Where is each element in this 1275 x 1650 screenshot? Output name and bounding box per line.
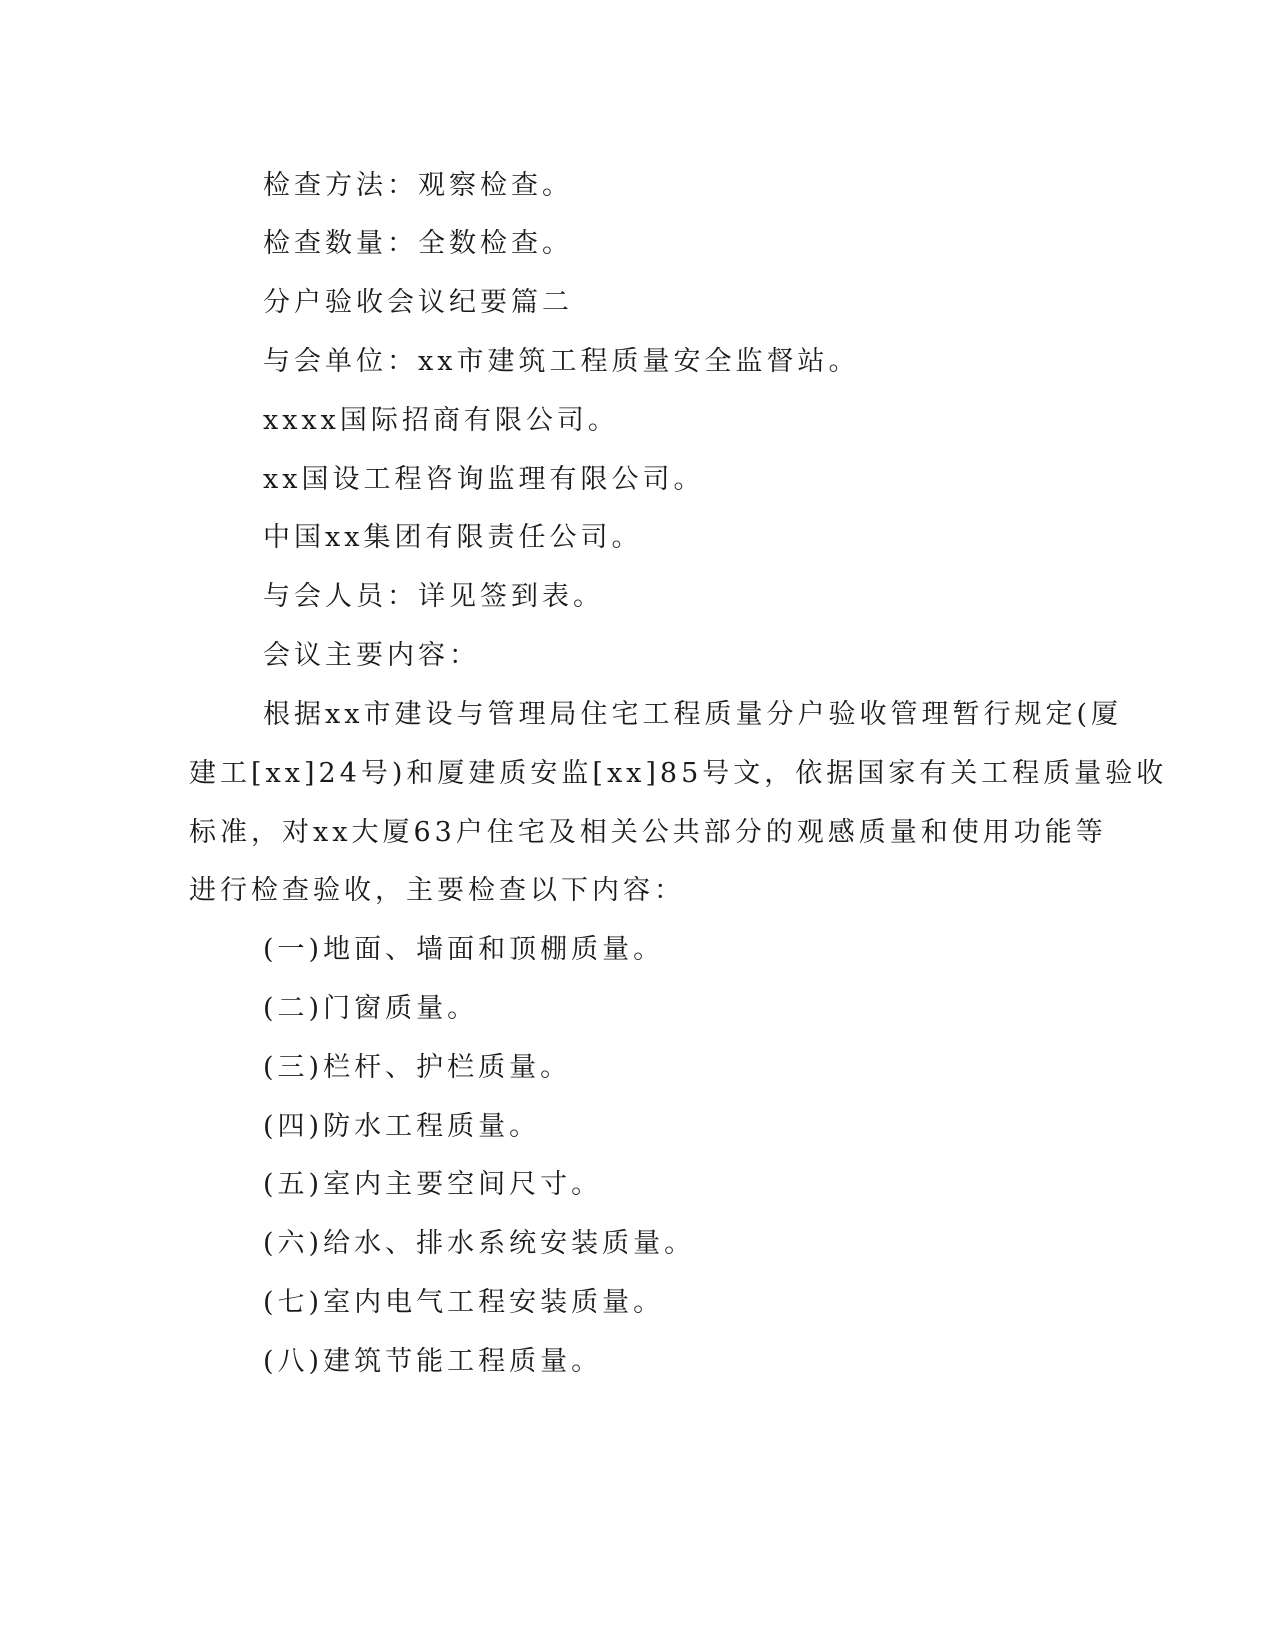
list-item: (二)门窗质量。 (263, 993, 479, 1024)
attending-units-line: 与会单位：xx市建筑工程质量安全监督站。 (263, 346, 860, 377)
body-paragraph-line-4: 进行检查验收，主要检查以下内容： (189, 875, 685, 906)
attending-unit-3: xx国设工程咨询监理有限公司。 (263, 464, 705, 495)
body-paragraph-line-2: 建工[xx]24号)和厦建质安监[xx]85号文，依据国家有关工程质量验收 (189, 758, 1168, 789)
list-item: (八)建筑节能工程质量。 (263, 1346, 603, 1377)
section-heading: 分户验收会议纪要篇二 (263, 287, 573, 318)
list-item: (一)地面、墙面和顶棚质量。 (263, 934, 665, 965)
list-item: (三)栏杆、护栏质量。 (263, 1052, 572, 1083)
body-paragraph-line-1: 根据xx市建设与管理局住宅工程质量分户验收管理暂行规定(厦 (263, 699, 1122, 730)
list-item: (四)防水工程质量。 (263, 1111, 541, 1142)
inspection-quantity-line: 检查数量：全数检查。 (263, 228, 573, 259)
meeting-content-heading: 会议主要内容： (263, 640, 480, 671)
attending-unit-2: xxxx国际招商有限公司。 (263, 405, 619, 436)
list-item: (七)室内电气工程安装质量。 (263, 1287, 665, 1318)
attendees-line: 与会人员：详见签到表。 (263, 581, 604, 612)
body-paragraph-line-3: 标准，对xx大厦63户住宅及相关公共部分的观感质量和使用功能等 (189, 817, 1107, 848)
list-item: (六)给水、排水系统安装质量。 (263, 1228, 696, 1259)
attending-unit-4: 中国xx集团有限责任公司。 (263, 522, 643, 553)
inspection-method-line: 检查方法：观察检查。 (263, 170, 573, 201)
list-item: (五)室内主要空间尺寸。 (263, 1169, 603, 1200)
